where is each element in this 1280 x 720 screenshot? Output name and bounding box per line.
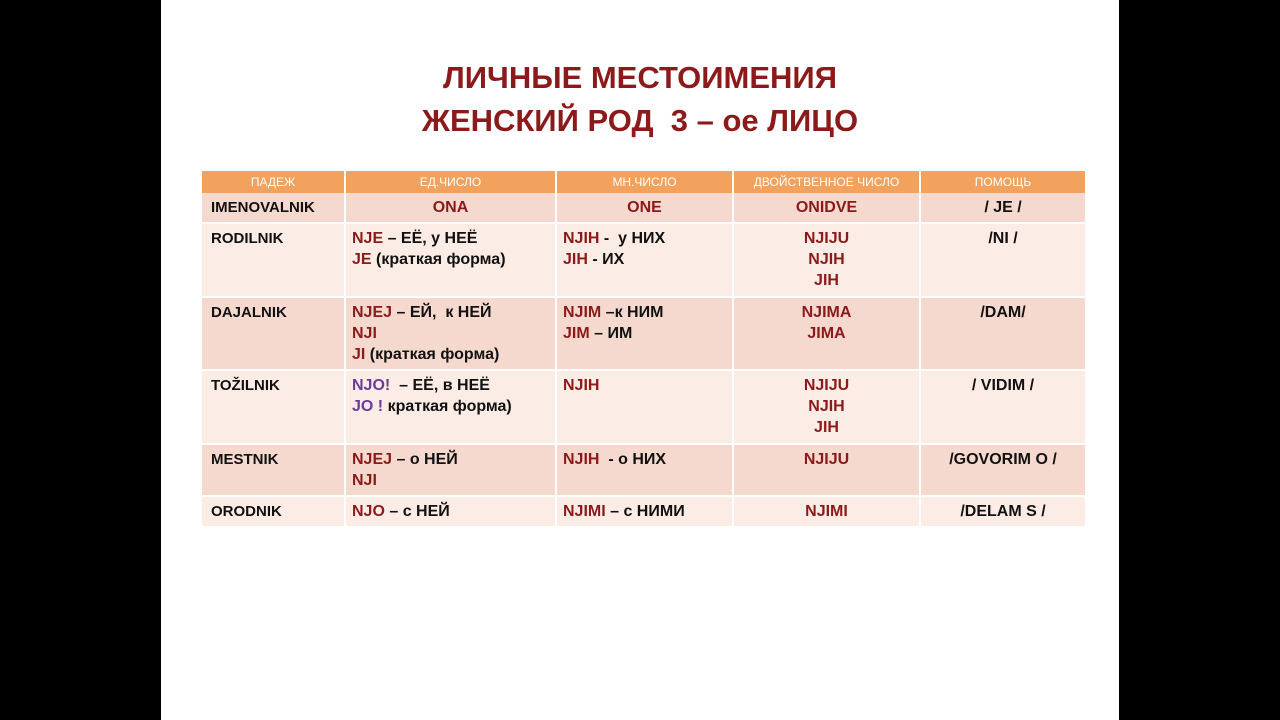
plural-form: JIM: [563, 325, 590, 342]
table-row: [202, 370, 1086, 444]
dual-form: NJIJU: [803, 377, 850, 394]
title-line-2: ЖЕНСКИЙ РОД 3 – ое ЛИЦО: [421, 103, 859, 138]
plural-cell: [556, 444, 733, 496]
plural-translation: - о НИХ: [599, 451, 667, 468]
singular-translation: – ЕЁ, в НЕЁ: [390, 377, 490, 394]
slide-title: [161, 56, 1119, 142]
singular-translation: (краткая форма): [371, 251, 506, 268]
singular-translation: – ЕЁ, у НЕЁ: [383, 230, 478, 247]
singular-translation: краткая форма): [383, 398, 512, 415]
singular-line: [352, 249, 549, 270]
title-line-1: ЛИЧНЫЕ МЕСТОИМЕНИЯ: [443, 60, 837, 95]
singular-line: [352, 449, 549, 470]
singular-line: [352, 197, 549, 218]
singular-cell: [345, 496, 556, 527]
plural-form: JIH: [563, 251, 588, 268]
dual-form: NJIMA: [801, 304, 852, 321]
singular-translation: (краткая форма): [365, 346, 500, 363]
singular-line: [352, 302, 549, 323]
singular-form: NJO!: [352, 377, 391, 394]
dual-cell: [733, 444, 920, 496]
plural-line: [563, 228, 726, 249]
plural-line: [563, 302, 726, 323]
case-name: DAJALNIK: [202, 297, 345, 370]
singular-form: JO !: [352, 398, 384, 415]
plural-cell: [556, 496, 733, 527]
plural-translation: - у НИХ: [599, 230, 666, 247]
singular-translation: – о НЕЙ: [392, 451, 458, 468]
dual-cell: [733, 496, 920, 527]
singular-line: [352, 501, 549, 522]
header-singular: ЕД.ЧИСЛО: [345, 171, 556, 193]
header-help: ПОМОЩЬ: [920, 171, 1086, 193]
singular-form: NJI: [352, 325, 377, 342]
singular-translation: – с НЕЙ: [384, 503, 450, 520]
help-cell: / JE /: [920, 193, 1086, 223]
singular-line: [352, 470, 549, 491]
case-name: MESTNIK: [202, 444, 345, 496]
dual-cell: [733, 370, 920, 444]
plural-line: [563, 249, 726, 270]
plural-translation: – с НИМИ: [605, 503, 685, 520]
help-cell: /DAM/: [920, 297, 1086, 370]
dual-cell: [733, 193, 920, 223]
plural-line: [563, 197, 726, 218]
table-row: [202, 444, 1086, 496]
singular-cell: [345, 370, 556, 444]
dual-form: NJIH: [808, 398, 845, 415]
table-row: [202, 223, 1086, 297]
dual-form: NJIJU: [803, 451, 850, 468]
singular-form: ONA: [432, 199, 469, 216]
singular-form: NJEJ: [352, 451, 393, 468]
plural-line: [563, 375, 726, 396]
header-dual: ДВОЙСТВЕННОЕ ЧИСЛО: [733, 171, 920, 193]
dual-form: JIMA: [807, 325, 846, 342]
plural-cell: [556, 223, 733, 297]
singular-cell: [345, 193, 556, 223]
plural-translation: –к НИМ: [601, 304, 664, 321]
case-name: RODILNIK: [202, 223, 345, 297]
plural-cell: [556, 193, 733, 223]
dual-form: ONIDVE: [795, 199, 858, 216]
plural-form: NJIH: [563, 230, 600, 247]
case-name: IMENOVALNIK: [202, 193, 345, 223]
case-name: TOŽILNIK: [202, 370, 345, 444]
plural-line: [563, 323, 726, 344]
pronoun-table: [202, 171, 1087, 528]
singular-line: [352, 375, 549, 396]
help-cell: /DELAM S /: [920, 496, 1086, 527]
header-case: ПАДЕЖ: [202, 171, 345, 193]
singular-line: [352, 228, 549, 249]
plural-form: NJIH: [563, 451, 600, 468]
plural-cell: [556, 297, 733, 370]
dual-form: NJIJU: [803, 230, 850, 247]
plural-translation: – ИМ: [589, 325, 633, 342]
plural-translation: - ИХ: [587, 251, 625, 268]
dual-cell: [733, 223, 920, 297]
dual-form: NJIH: [808, 251, 845, 268]
dual-form: JIH: [814, 272, 839, 289]
singular-cell: [345, 223, 556, 297]
help-cell: /NI /: [920, 223, 1086, 297]
slide: [161, 0, 1119, 720]
singular-form: NJI: [352, 472, 377, 489]
plural-line: [563, 449, 726, 470]
dual-form: NJIMI: [805, 503, 848, 520]
case-name: ORODNIK: [202, 496, 345, 527]
help-cell: / VIDIM /: [920, 370, 1086, 444]
singular-line: [352, 396, 549, 417]
singular-form: JE: [352, 251, 372, 268]
plural-form: NJIMI: [563, 503, 606, 520]
dual-form: JIH: [814, 419, 839, 436]
table-row: [202, 297, 1086, 370]
singular-cell: [345, 297, 556, 370]
plural-form: NJIM: [563, 304, 602, 321]
plural-line: [563, 501, 726, 522]
singular-line: [352, 323, 549, 344]
singular-translation: – ЕЙ, к НЕЙ: [392, 304, 492, 321]
plural-cell: [556, 370, 733, 444]
singular-form: JI: [352, 346, 366, 363]
singular-line: [352, 344, 549, 365]
dual-cell: [733, 297, 920, 370]
table-row: [202, 193, 1086, 223]
plural-form: ONE: [627, 199, 662, 216]
table-row: [202, 496, 1086, 527]
singular-cell: [345, 444, 556, 496]
header-plural: МН.ЧИСЛО: [556, 171, 733, 193]
help-cell: /GOVORIM O /: [920, 444, 1086, 496]
singular-form: NJE: [352, 230, 384, 247]
singular-form: NJEJ: [352, 304, 393, 321]
plural-form: NJIH: [563, 377, 600, 394]
singular-form: NJO: [352, 503, 385, 520]
table-header-row: [202, 171, 1086, 193]
